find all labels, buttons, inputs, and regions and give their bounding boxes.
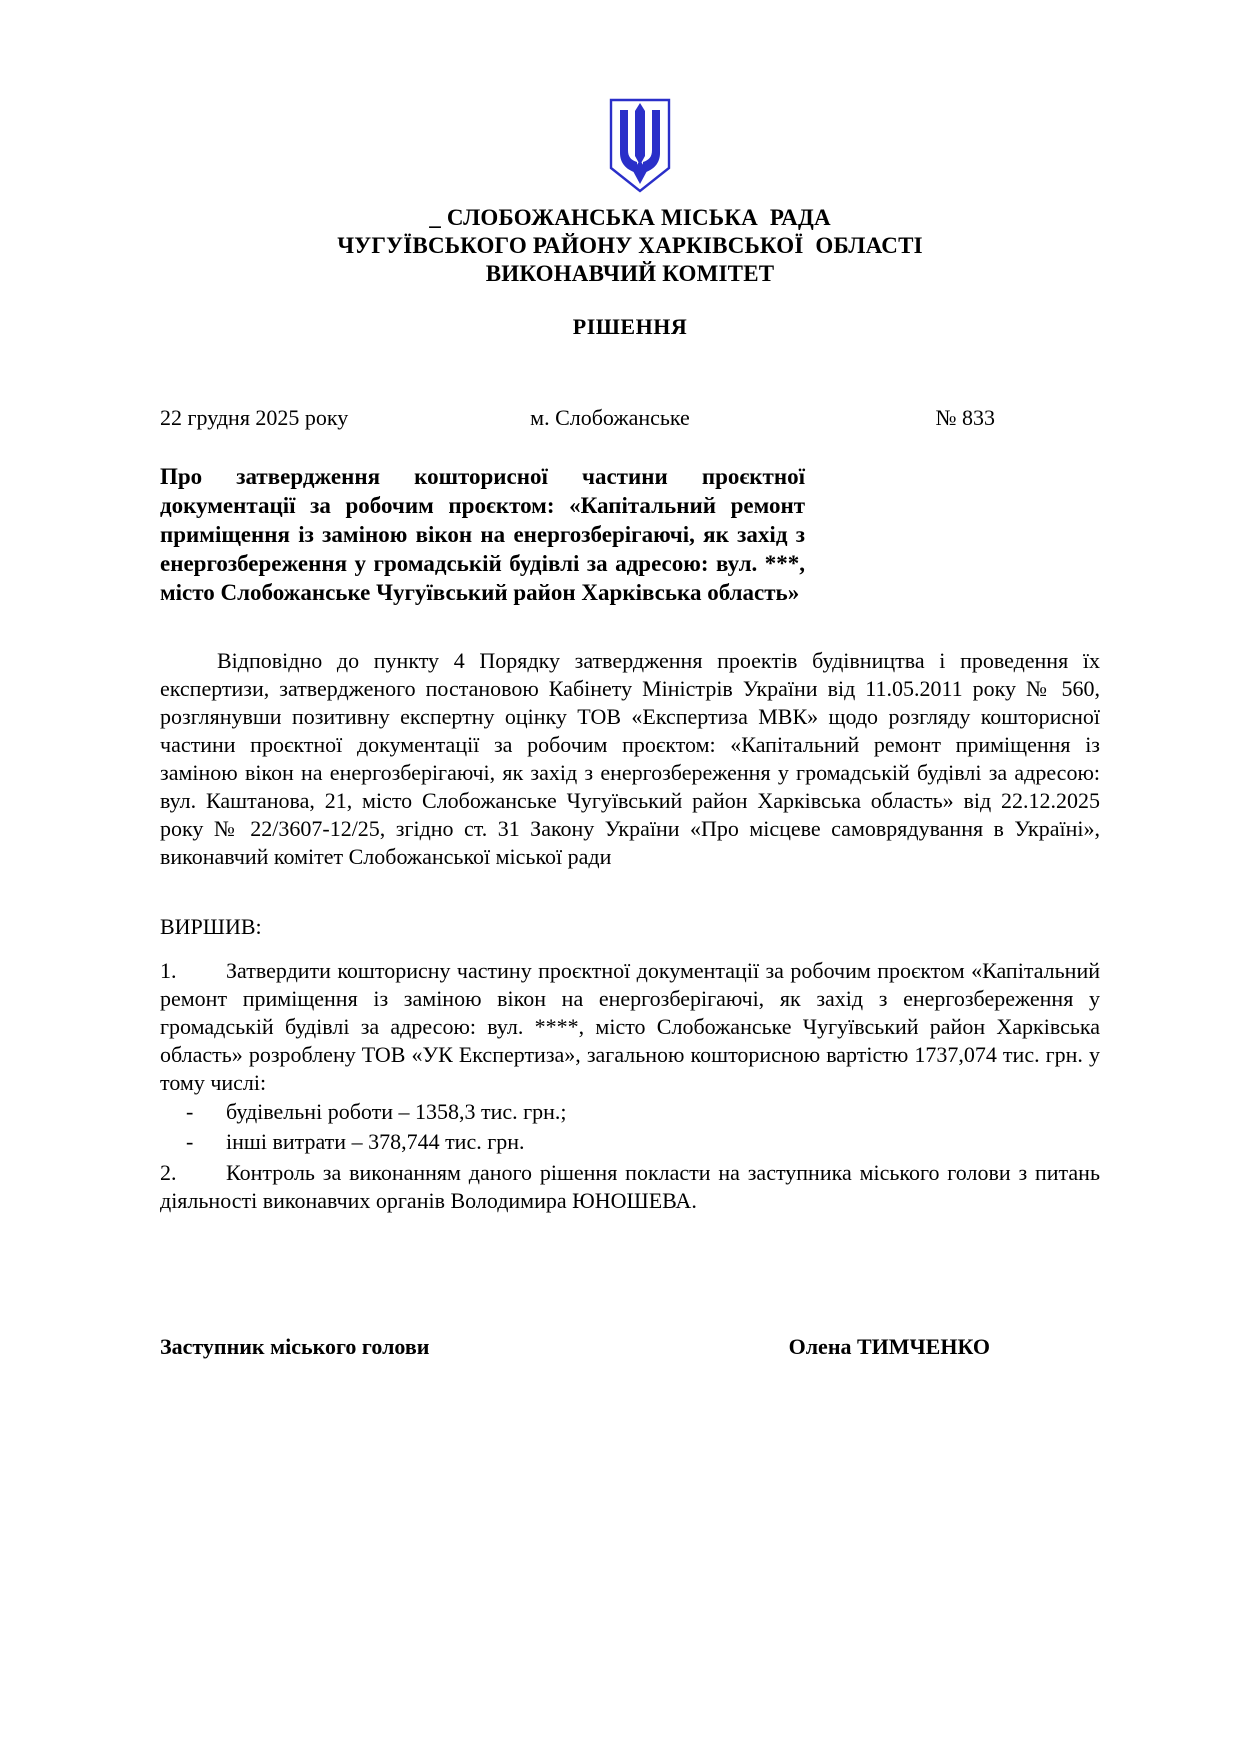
cost-subitem-construction (160, 1097, 1100, 1127)
subject-paragraph: Про затвердження кошторисної частини проєктної документації за робочим проєктом: «Капітальний ремонт приміщення із заміною вікон на енергозберігаючі, як захід з енергозбереження у громадській будівлі за адресою: вул. ***, місто Слобожанське Чугуївський район Харківська область» (160, 464, 805, 605)
item-text: Затвердити кошторисну частину проєктної документації за робочим проєктом «Капітальний ремонт приміщення із заміною вікон на енергозберігаючі, як захід з енергозбереження у громадській будівлі за адресою: вул. ****, місто Слобожанське Чугуївський район Харківська область» розроблену ТОВ «УК Експертиза», загальною кошторисною вартістю 1737,074 тис. грн. у тому числі: (160, 958, 1100, 1095)
preamble-paragraph: Відповідно до пункту 4 Порядку затвердження проектів будівництва і проведення їх експертизи, затвердженого постановою Кабінету Міністрів України від 11.05.2011 року № 560, розглянувши позитивну експертну оцінку ТОВ «Експертиза МВК» щодо розгляду кошторисної частини проєктної документації за робочим проєктом: «Капітальний ремонт приміщення із заміною вікон на енергозберігаючі, як захід з енергозбереження у громадській будівлі за адресою: вул. Каштанова, 21, місто Слобожанське Чугуївський район Харківська область» від 22.12.2025 року № 22/3607-12/25, згідно ст. 31 Закону України «Про місцеве самоврядування в Україні», виконавчий комітет Слобожанської міської ради (160, 648, 1100, 869)
signatory-position: Заступник міського голови (160, 1334, 430, 1359)
letterhead-artifact: _ (429, 205, 441, 230)
document-meta-row (160, 404, 1100, 432)
org-committee-line: ВИКОНАВЧИЙ КОМІТЕТ (485, 261, 775, 286)
signature-row (160, 1333, 1100, 1361)
signatory-name: Олена ТИМЧЕНКО (788, 1334, 990, 1359)
org-name: СЛОБОЖАНСЬКА МІСЬКА РАДА (446, 205, 831, 230)
decision-item-1 (160, 957, 1100, 1097)
coat-of-arms-emblem (608, 98, 672, 194)
subitem-text: будівельні роботи – 1358,3 тис. грн.; (226, 1099, 567, 1124)
item-number: 2. (160, 1160, 177, 1185)
cost-subitem-other (160, 1127, 1100, 1157)
item-number: 1. (160, 958, 177, 983)
document-type-title: РІШЕННЯ (572, 314, 688, 339)
dash-marker: - (186, 1129, 194, 1154)
document-date: 22 грудня 2025 року (160, 405, 349, 430)
resolved-label: ВИРШИВ: (160, 914, 262, 939)
document-number: № 833 (935, 405, 995, 430)
document-place: м. Слобожанське (530, 405, 690, 430)
trident-icon (608, 98, 672, 194)
org-district-line: ЧУГУЇВСЬКОГО РАЙОНУ ХАРКІВСЬКОЇ ОБЛАСТІ (337, 233, 923, 258)
letterhead (160, 204, 1100, 288)
decision-item-2 (160, 1159, 1100, 1215)
dash-marker: - (186, 1099, 194, 1124)
org-name-line (160, 204, 1100, 232)
item-text: Контроль за виконанням даного рішення покласти на заступника міського голови з питань діяльності виконавчих органів Володимира ЮНОШЕВА. (160, 1160, 1100, 1213)
subitem-text: інші витрати – 378,744 тис. грн. (226, 1129, 525, 1154)
